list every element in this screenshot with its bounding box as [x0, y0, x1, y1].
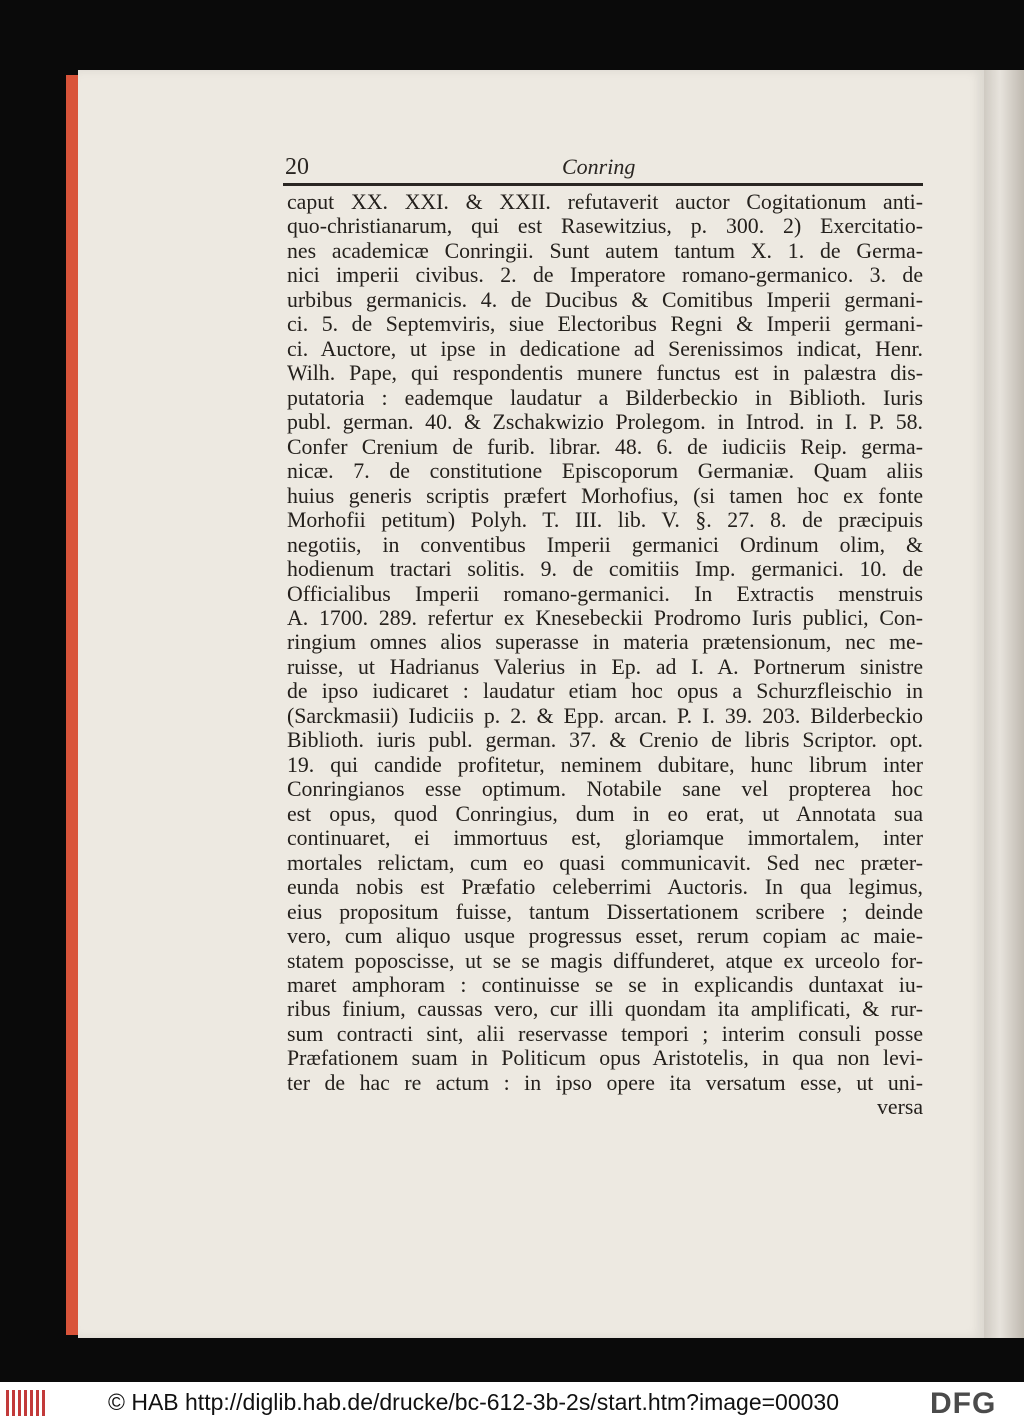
running-head: Conring [562, 154, 636, 179]
text-line: maret amphoram : continuisse se se in explicandis duntaxat iu- [287, 973, 923, 997]
text-line: statem poposcisse, ut se se magis diffunderet, atque ex urceolo for- [287, 948, 923, 973]
text-line: mortales relictam, cum eo quasi communicavit. Sed nec præter- [287, 850, 923, 875]
text-line: huius generis scriptis præfert Morhofius, (si tamen hoc ex fonte [287, 483, 923, 508]
page-edge-shadow [984, 70, 1024, 1338]
text-line: ci. 5. de Septemviris, siue Electoribus Regni & Imperii germani- [287, 312, 923, 337]
text-line: negotiis, in conventibus Imperii germanici Ordinum olim, & [287, 532, 923, 557]
text-line: 19. qui candide profitetur, neminem dubitare, hunc librum inter [287, 752, 923, 777]
text-line: (Sarckmasii) Iudiciis p. 2. & Epp. arcan. P. I. 39. 203. Bilderbeckio [287, 703, 923, 728]
text-line: Biblioth. iuris publ. german. 37. & Crenio de libris Scriptor. opt. [287, 728, 923, 753]
text-line: nicæ. 7. de constitutione Episcoporum Germaniæ. Quam aliis [287, 459, 923, 484]
text-line: Conringianos esse optimum. Notabile sane vel propterea hoc [287, 777, 923, 802]
page-body [287, 190, 923, 1120]
copyright-url[interactable]: © HAB http://diglib.hab.de/drucke/bc-612-3b-2s/start.htm?image=00030 [108, 1389, 840, 1415]
hab-barcode-icon [6, 1390, 46, 1416]
text-line: eius propositum fuisse, tantum Dissertationem scribere ; deinde [287, 899, 923, 924]
text-line: Wilh. Pape, qui respondentis munere functus est in palæstra dis- [287, 361, 923, 386]
text-line: caput XX. XXI. & XXII. refutaverit auctor Cogitationum anti- [287, 190, 923, 214]
text-line: nici imperii civibus. 2. de Imperatore romano-germanico. 3. de [287, 263, 923, 288]
text-line: Confer Crenium de furib. librar. 48. 6. de iudiciis Reip. germa- [287, 434, 923, 459]
text-line: de ipso iudicaret : laudatur etiam hoc opus a Schurzfleischio in [287, 679, 923, 704]
header-rule [283, 183, 923, 186]
text-line: Præfationem suam in Politicum opus Aristotelis, in qua non levi- [287, 1046, 923, 1071]
footer-bar [0, 1382, 1024, 1424]
page-number: 20 [285, 154, 309, 180]
text-line: urbibus germanicis. 4. de Ducibus & Comitibus Imperii germani- [287, 287, 923, 312]
text-line: ringium omnes alios superasse in materia prætensionum, nec me- [287, 630, 923, 655]
page-header [285, 150, 925, 186]
text-line: Morhofii petitum) Polyh. T. III. lib. V. §. 27. 8. de præcipuis [287, 508, 923, 533]
book-cover-edge [66, 75, 78, 1335]
text-line: ter de hac re actum : in ipso opere ita versatum esse, ut uni- [287, 1070, 923, 1095]
text-line: ribus finium, caussas vero, cur illi quondam ita amplificati, & rur- [287, 997, 923, 1022]
text-line: ci. Auctore, ut ipse in dedicatione ad Serenissimos indicat, Henr. [287, 336, 923, 361]
text-line: hodienum tractari solitis. 9. de comitiis Imp. germanici. 10. de [287, 557, 923, 582]
text-line: putatoria : eademque laudatur a Bilderbeckio in Biblioth. Iuris [287, 385, 923, 410]
dfg-logo: DFG [930, 1387, 997, 1420]
text-line: vero, cum aliquo usque progressus esset, rerum copiam ac maie- [287, 924, 923, 949]
text-line: A. 1700. 289. refertur ex Knesebeckii Prodromo Iuris publici, Con- [287, 605, 923, 630]
catchword: versa [877, 1095, 923, 1120]
text-line: ruisse, ut Hadrianus Valerius in Ep. ad I. A. Portnerum sinistre [287, 654, 923, 679]
text-line: Officialibus Imperii romano-germanici. In Extractis menstruis [287, 581, 923, 606]
text-line: est opus, quod Conringius, dum in eo erat, ut Annotata sua [287, 801, 923, 826]
text-line: quo-christianarum, qui est Rasewitzius, p. 300. 2) Exercitatio- [287, 214, 923, 239]
text-line: continuaret, ei immortuus est, gloriamque immortalem, inter [287, 826, 923, 851]
text-line: sum contracti sint, alii reservasse tempori ; interim consuli posse [287, 1021, 923, 1046]
text-line: publ. german. 40. & Zschakwizio Prolegom. in Introd. in I. P. 58. [287, 410, 923, 435]
text-line: nes academicæ Conringii. Sunt autem tantum X. 1. de Germa- [287, 238, 923, 263]
text-line: eunda nobis est Præfatio celeberrimi Auctoris. In qua legimus, [287, 875, 923, 900]
